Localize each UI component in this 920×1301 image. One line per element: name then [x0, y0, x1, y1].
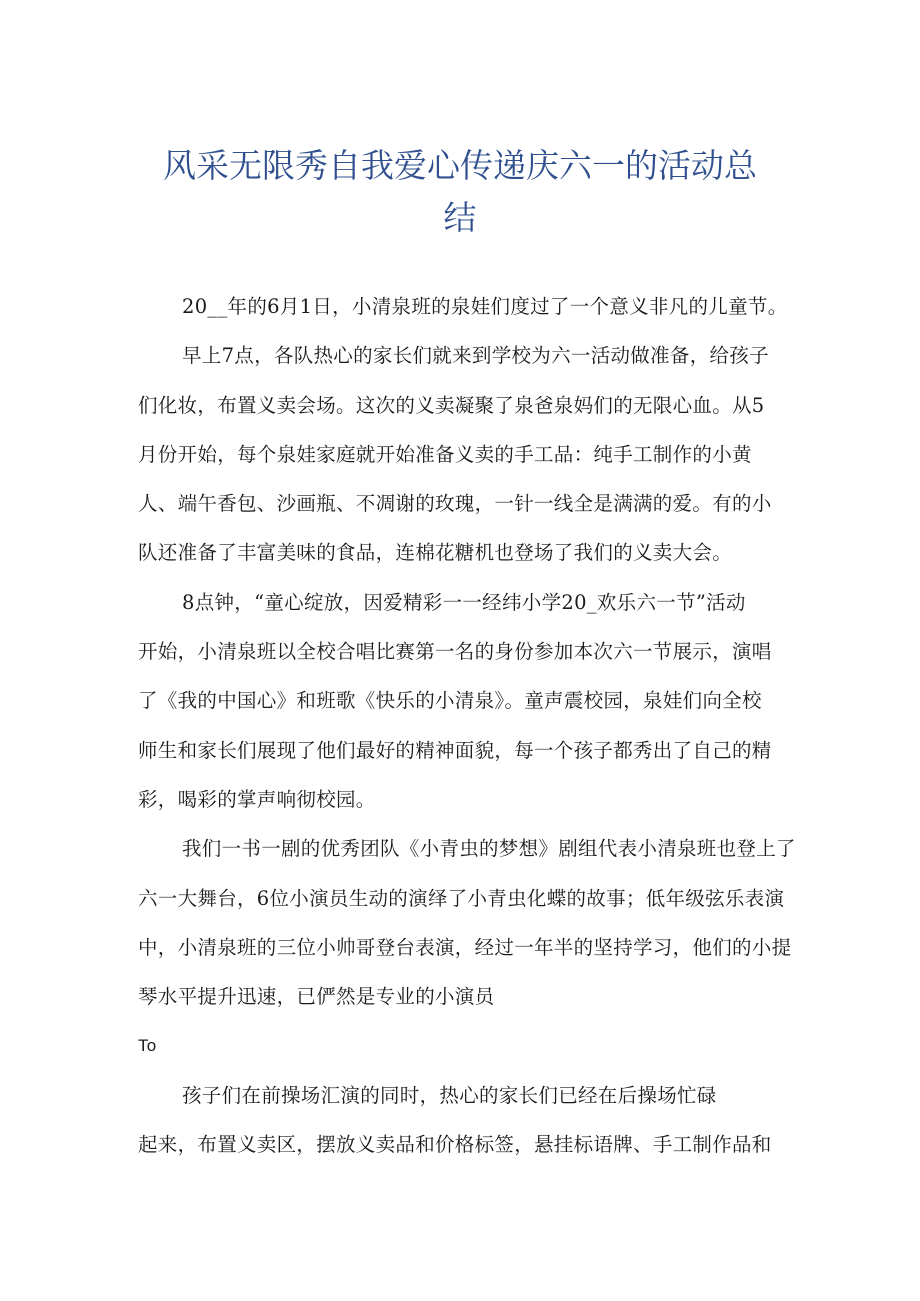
document-body: [138, 282, 813, 1169]
paragraph-line: To: [138, 1036, 157, 1056]
paragraph-line: 师生和家长们展现了他们最好的精神面貌，每一个孩子都秀出了自己的精: [138, 738, 772, 762]
paragraph-line: 8点钟，“童心绽放，因爱精彩一一经纬小学20_欢乐六一节”活动: [182, 590, 746, 614]
paragraph-line: 早上7点，各队热心的家长们就来到学校为六一活动做准备，给孩子: [182, 344, 769, 368]
paragraph-line: 队还准备了丰富美味的食品，连棉花糖机也登场了我们的义卖大会。: [138, 541, 733, 565]
paragraph-line: 月份开始，每个泉娃家庭就开始准备义卖的手工品：纯手工制作的小黄: [138, 442, 752, 466]
paragraph-line: 20__年的6月1日，小清泉班的泉娃们度过了一个意义非凡的儿童节。: [182, 295, 788, 318]
paragraph-line: 中，小清泉班的三位小帅哥登台表演，经过一年半的坚持学习，他们的小提: [138, 935, 792, 959]
paragraph-line: 我们一书一剧的优秀团队《小青虫的梦想》剧组代表小清泉班也登上了: [182, 837, 796, 861]
paragraph-line: 彩，喝彩的掌声响彻校园。: [138, 787, 376, 811]
paragraph-line: 们化妆，布置义卖会场。这次的义卖凝聚了泉爸泉妈们的无限心血。从5: [138, 393, 765, 417]
paragraph-line: 了《我的中国心》和班歌《快乐的小清泉》。童声震校园，泉娃们向全校: [138, 689, 762, 713]
paragraph-line: 起来，布置义卖区，摆放义卖品和价格标签，悬挂标语牌、手工制作品和: [138, 1133, 772, 1157]
paragraph-line: 孩子们在前操场汇演的同时，热心的家长们已经在后操场忙碌: [182, 1083, 717, 1107]
paragraph-line: 六一大舞台，6位小演员生动的演绎了小青虫化蝶的故事；低年级弦乐表演: [138, 886, 785, 910]
document-title: [140, 140, 780, 244]
title-line-2: 结: [443, 198, 477, 237]
paragraph-line: 人、端午香包、沙画瓶、不凋谢的玫瑰，一针一线全是满满的爱。有的小: [138, 492, 772, 516]
title-line-1: 风采无限秀自我爱心传递庆六一的活动总: [163, 146, 757, 185]
paragraph-line: 琴水平提升迅速，已俨然是专业的小演员: [138, 985, 495, 1009]
paragraph-line: 开始，小清泉班以全校合唱比赛第一名的身份参加本次六一节展示，演唱: [138, 640, 772, 664]
